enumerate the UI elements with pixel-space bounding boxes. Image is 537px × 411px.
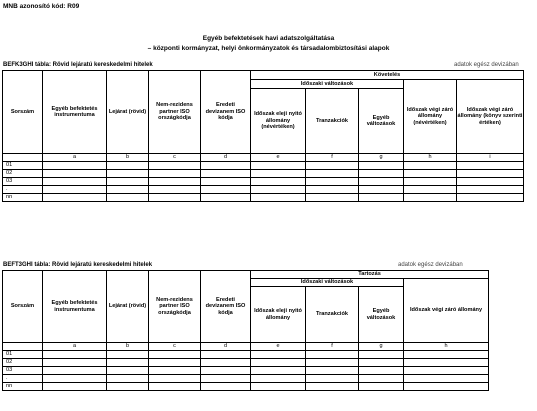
table1-unit-note: adatok egész devizában (454, 62, 519, 68)
table1-header-closing: Időszak végi záró állomány (névértéken) (404, 80, 457, 154)
table-cell[interactable] (149, 178, 201, 186)
table2-header-closing: Időszak végi záró állomány (404, 279, 489, 343)
table2-group-header: Tartozás (251, 271, 489, 279)
table-cell[interactable] (251, 194, 306, 202)
table1-header-sorszam: Sorszám (3, 71, 43, 154)
table-cell[interactable] (107, 351, 149, 359)
table1-subgroup-header: Időszaki változások (251, 80, 404, 89)
table-cell[interactable] (306, 359, 359, 367)
table1-letter-a: a (43, 154, 107, 162)
table-row (3, 351, 489, 359)
table-cell[interactable] (43, 162, 107, 170)
table2-header-egyeb: Egyéb változások (359, 287, 404, 343)
table-row (3, 194, 524, 202)
table-cell[interactable] (201, 170, 251, 178)
table-cell[interactable] (149, 194, 201, 202)
table-cell[interactable] (107, 186, 149, 194)
table2-header-sorszam: Sorszám (3, 271, 43, 343)
table-row (3, 375, 489, 383)
table-cell[interactable] (149, 375, 201, 383)
table-cell[interactable] (359, 162, 404, 170)
table-cell[interactable] (251, 178, 306, 186)
table-cell[interactable] (43, 194, 107, 202)
document-subtitle: – központi kormányzat, helyi önkormányzatok és társadalombiztosítási alapok (147, 45, 390, 52)
table-cell[interactable] (43, 186, 107, 194)
table-cell[interactable] (359, 367, 404, 375)
table-row (3, 367, 489, 375)
table-cell[interactable] (43, 178, 107, 186)
table1-letter-g: g (359, 154, 404, 162)
table-cell[interactable] (201, 383, 251, 391)
table1-letter-b: b (107, 154, 149, 162)
table-cell[interactable] (251, 186, 306, 194)
table-cell[interactable] (149, 359, 201, 367)
row-number: . (3, 375, 43, 383)
table-cell[interactable] (404, 178, 457, 186)
table-cell[interactable] (251, 367, 306, 375)
table2-letter-g: g (359, 343, 404, 351)
table-cell[interactable] (306, 351, 359, 359)
table2-header-instrument: Egyéb befektetés instrumentuma (43, 271, 107, 343)
table2-header-deviza: Eredeti devizanem ISO kódja (201, 271, 251, 343)
table-cell[interactable] (43, 367, 107, 375)
table-row (3, 178, 524, 186)
table2-name: BEFT3GHI tábla: Rövid lejáratú kereskedelmi hitelek (3, 262, 153, 268)
table-cell[interactable] (201, 162, 251, 170)
table2-header-lejarat: Lejárat (rövid) (107, 271, 149, 343)
table-cell[interactable] (306, 186, 359, 194)
table-cell[interactable] (306, 194, 359, 202)
table-cell[interactable] (107, 375, 149, 383)
table-cell[interactable] (457, 178, 524, 186)
table2-header-partner: Nem-rezidens partner ISO országkódja (149, 271, 201, 343)
table-cell[interactable] (404, 375, 489, 383)
table1-header-partner: Nem-rezidens partner ISO országkódja (149, 71, 201, 154)
table1-header-closing-book: Időszak végi záró állomány (könyv szerinti értéken) (457, 80, 524, 154)
table1-group-header: Követelés (251, 71, 524, 80)
table2-unit-note: adatok egész devizában (398, 262, 463, 268)
table-cell[interactable] (201, 375, 251, 383)
table-cell[interactable] (251, 351, 306, 359)
table-cell[interactable] (359, 194, 404, 202)
table-cell[interactable] (149, 170, 201, 178)
table-cell[interactable] (457, 162, 524, 170)
table1-letter-e: e (251, 154, 306, 162)
table-row (3, 359, 489, 367)
table-cell[interactable] (404, 367, 489, 375)
table2-letter-blank (3, 343, 43, 351)
table1-header-lejarat: Lejárat (rövid) (107, 71, 149, 154)
table-cell[interactable] (404, 351, 489, 359)
table-cell[interactable] (306, 178, 359, 186)
table-cell[interactable] (107, 170, 149, 178)
table-cell[interactable] (201, 359, 251, 367)
row-number: . (3, 186, 43, 194)
document-title: Egyéb befektetések havi adatszolgáltatása (202, 35, 335, 42)
row-number: 02 (3, 359, 43, 367)
table1-letter-d: d (201, 154, 251, 162)
table2-letter-a: a (43, 343, 107, 351)
table-cell[interactable] (107, 178, 149, 186)
table-cell[interactable] (359, 359, 404, 367)
table-cell[interactable] (149, 383, 201, 391)
table-cell[interactable] (306, 170, 359, 178)
table2 (2, 270, 489, 391)
table1-letter-f: f (306, 154, 359, 162)
table-cell[interactable] (201, 194, 251, 202)
table-cell[interactable] (43, 359, 107, 367)
table-cell[interactable] (404, 170, 457, 178)
table-cell[interactable] (149, 186, 201, 194)
table-cell[interactable] (201, 351, 251, 359)
table-row (3, 186, 524, 194)
table-cell[interactable] (404, 162, 457, 170)
table-cell[interactable] (107, 194, 149, 202)
table-cell[interactable] (457, 194, 524, 202)
table-cell[interactable] (201, 186, 251, 194)
table1-header-deviza: Eredeti devizanem ISO kódja (201, 71, 251, 154)
table-cell[interactable] (404, 186, 457, 194)
table1-letter-h: h (404, 154, 457, 162)
table-cell[interactable] (251, 170, 306, 178)
table1-letter-c: c (149, 154, 201, 162)
table2-header-tranzakciok: Tranzakciók (306, 287, 359, 343)
table2-letter-d: d (201, 343, 251, 351)
table-cell[interactable] (201, 178, 251, 186)
table-cell[interactable] (359, 351, 404, 359)
table1-header-egyeb: Egyéb változások (359, 89, 404, 154)
table-cell[interactable] (457, 170, 524, 178)
table-cell[interactable] (251, 383, 306, 391)
table-cell[interactable] (43, 170, 107, 178)
table-cell[interactable] (359, 170, 404, 178)
table-cell[interactable] (306, 375, 359, 383)
table-row (3, 170, 524, 178)
mnb-identifier: MNB azonosító kód: R09 (3, 3, 80, 10)
table2-letter-h: h (404, 343, 489, 351)
table-cell[interactable] (43, 351, 107, 359)
table-cell[interactable] (404, 383, 489, 391)
table-cell[interactable] (306, 367, 359, 375)
table2-letter-e: e (251, 343, 306, 351)
table-cell[interactable] (359, 186, 404, 194)
table1-name: BEFK3GHI tábla: Rövid lejáratú kereskedelmi hitelek (3, 62, 153, 68)
table1 (2, 70, 524, 202)
table-cell[interactable] (404, 194, 457, 202)
table2-letter-b: b (107, 343, 149, 351)
table-cell[interactable] (107, 383, 149, 391)
table-cell[interactable] (359, 383, 404, 391)
table2-letter-c: c (149, 343, 201, 351)
row-number: 03 (3, 178, 43, 186)
table1-header-instrument: Egyéb befektetés instrumentuma (43, 71, 107, 154)
row-number: 02 (3, 170, 43, 178)
table2-header-opening: Időszak eleji nyitó állomány (251, 287, 306, 343)
table2-letter-f: f (306, 343, 359, 351)
row-number: 01 (3, 162, 43, 170)
table-cell[interactable] (201, 367, 251, 375)
table-cell[interactable] (149, 162, 201, 170)
table-cell[interactable] (43, 383, 107, 391)
table-cell[interactable] (107, 162, 149, 170)
table-cell[interactable] (43, 375, 107, 383)
row-number: nn (3, 194, 43, 202)
table-cell[interactable] (251, 162, 306, 170)
table-cell[interactable] (359, 178, 404, 186)
table1-header-opening: Időszak eleji nyitó állomány (névértéken) (251, 89, 306, 154)
table1-header-tranzakciok: Tranzakciók (306, 89, 359, 154)
table-cell[interactable] (149, 351, 201, 359)
table-cell[interactable] (359, 375, 404, 383)
table-cell[interactable] (107, 367, 149, 375)
table-cell[interactable] (306, 383, 359, 391)
table-cell[interactable] (107, 359, 149, 367)
table-row (3, 162, 524, 170)
table1-letter-blank (3, 154, 43, 162)
row-number: 03 (3, 367, 43, 375)
row-number: nn (3, 383, 43, 391)
table-cell[interactable] (457, 186, 524, 194)
table-cell[interactable] (149, 367, 201, 375)
table-cell[interactable] (306, 162, 359, 170)
table-row (3, 383, 489, 391)
table-cell[interactable] (251, 375, 306, 383)
table-cell[interactable] (251, 359, 306, 367)
row-number: 01 (3, 351, 43, 359)
table1-letter-i: i (457, 154, 524, 162)
table2-subgroup-header: Időszaki változások (251, 279, 404, 287)
table-cell[interactable] (404, 359, 489, 367)
